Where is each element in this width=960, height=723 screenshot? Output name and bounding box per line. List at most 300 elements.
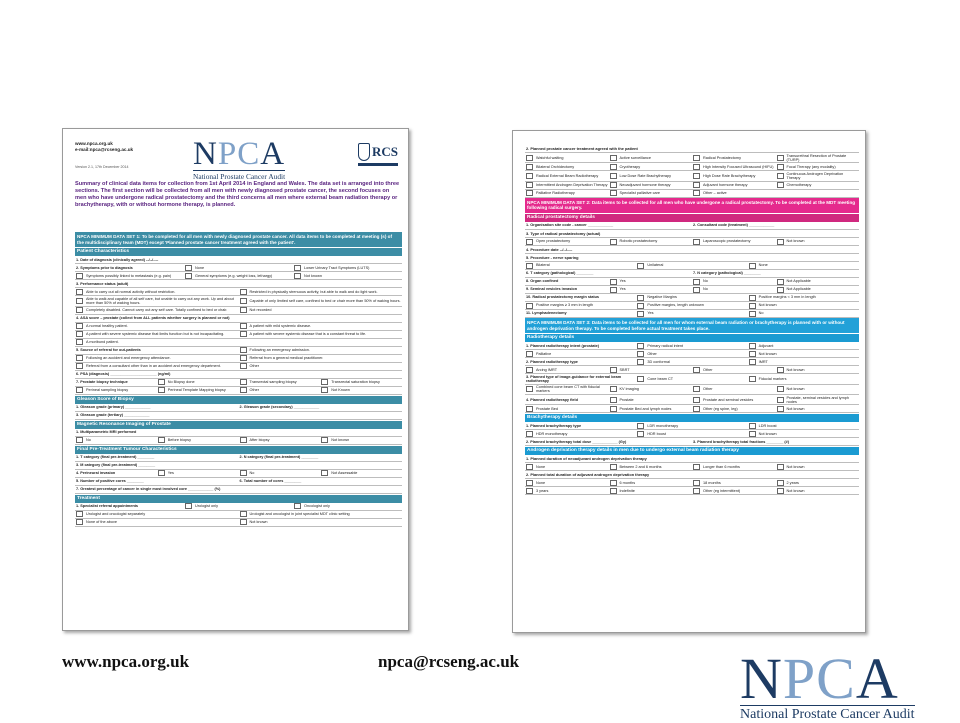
form-option — [776, 278, 860, 285]
checkbox[interactable] — [637, 431, 644, 437]
checkbox[interactable] — [76, 307, 83, 313]
form-option — [75, 363, 239, 370]
checkbox[interactable] — [610, 488, 617, 494]
form-question — [525, 397, 609, 402]
checkbox[interactable] — [526, 173, 533, 179]
form-option — [748, 302, 859, 309]
form-text: Not known — [786, 406, 805, 411]
checkbox[interactable] — [637, 359, 644, 365]
form-text: Perineal sampling biopsy — [86, 387, 129, 392]
form-row — [525, 153, 859, 163]
form-option — [525, 366, 609, 373]
npca-logo-letters-pc: PC — [782, 646, 856, 711]
checkbox[interactable] — [777, 397, 784, 403]
form-option — [75, 288, 239, 295]
checkbox[interactable] — [526, 480, 533, 486]
rcs-logo-bar — [358, 163, 398, 166]
form-option — [320, 437, 402, 444]
checkbox[interactable] — [240, 511, 247, 517]
checkbox[interactable] — [693, 464, 700, 470]
checkbox[interactable] — [76, 519, 83, 525]
form-text: Open prostatectomy — [536, 239, 571, 244]
checkbox[interactable] — [693, 279, 700, 285]
form-question — [75, 478, 239, 483]
checkbox[interactable] — [693, 397, 700, 403]
form-text: 1. Specialist referral appointments — [76, 503, 139, 508]
checkbox[interactable] — [240, 347, 247, 353]
checkbox[interactable] — [158, 437, 165, 443]
npca-logo-letter-n: N — [740, 646, 783, 711]
checkbox[interactable] — [240, 307, 247, 313]
form-text: 8. Organ confined — [526, 279, 559, 284]
form-question — [75, 429, 402, 434]
form-row — [75, 462, 402, 470]
checkbox[interactable] — [777, 182, 784, 188]
form-text: Not Known — [331, 387, 350, 392]
form-text: Combined cone beam CT with fiducial markers — [536, 385, 600, 394]
checkbox[interactable] — [321, 387, 328, 393]
checkbox[interactable] — [185, 503, 192, 509]
form-text: A patient with severe systemic disease that limits function but is not incapacitating. — [86, 331, 225, 336]
form-option — [776, 386, 860, 393]
checkbox[interactable] — [185, 273, 192, 279]
checkbox[interactable] — [610, 406, 617, 412]
form-text: 3 years — [536, 488, 549, 493]
checkbox[interactable] — [749, 343, 756, 349]
form-option — [692, 278, 776, 285]
form-option — [157, 437, 239, 444]
form-option — [609, 154, 693, 161]
form-text: Restricted in physically strenuous activity, but able to walk and do light work. — [249, 289, 378, 294]
checkbox[interactable] — [693, 287, 700, 293]
form-option — [692, 173, 776, 180]
form-text: 6. Total number of cores ________ — [239, 478, 302, 483]
form-option — [75, 387, 157, 394]
checkbox[interactable] — [693, 182, 700, 188]
form-text: Not known — [758, 303, 777, 308]
checkbox[interactable] — [158, 379, 165, 385]
form-text: Fiducial markers — [758, 376, 787, 381]
checkbox[interactable] — [610, 397, 617, 403]
checkbox[interactable] — [749, 423, 756, 429]
form-question — [692, 271, 859, 276]
form-row — [525, 222, 859, 230]
form-text: Symptoms possibly linked to metastasis (e.g. pain) — [86, 273, 172, 278]
dataset-1-band: NPCA MINIMUM DATA SET 1: To be completed for all men with newly diagnosed prostate cancer. All data items to be completed at meeting (s) of the multidisciplinary team (MDT) except 'Planned prostate cancer treatment agreed with the patient'. — [75, 232, 402, 247]
form-row — [525, 163, 859, 171]
checkbox[interactable] — [610, 279, 617, 285]
checkbox[interactable] — [610, 367, 617, 373]
form-text: Watchful waiting — [536, 155, 564, 160]
checkbox[interactable] — [777, 367, 784, 373]
checkbox[interactable] — [240, 289, 247, 295]
form-option — [776, 366, 860, 373]
form-text: 7. Greatest percentage of cancer in single most involved core ____________ (%) — [76, 486, 221, 491]
form-option — [525, 190, 609, 197]
form-row — [75, 387, 402, 395]
checkbox[interactable] — [749, 303, 756, 309]
section-heading: Magnetic Resonance Imaging of Prostate — [75, 421, 402, 429]
form-row — [75, 323, 402, 331]
form-text: 2. Gleason grade (secondary) ____________ — [239, 404, 320, 409]
form-text: None — [536, 464, 546, 469]
checkbox[interactable] — [777, 386, 784, 392]
form-option — [636, 262, 747, 269]
form-question — [75, 470, 157, 475]
form-row — [525, 438, 859, 446]
checkbox[interactable] — [777, 406, 784, 412]
checkbox[interactable] — [76, 323, 83, 329]
checkbox[interactable] — [610, 155, 617, 161]
form-option — [609, 463, 693, 470]
checkbox[interactable] — [76, 511, 83, 517]
form-option — [776, 395, 860, 404]
checkbox[interactable] — [637, 263, 644, 269]
checkbox[interactable] — [240, 519, 247, 525]
checkbox[interactable] — [749, 351, 756, 357]
form-option — [525, 350, 636, 357]
checkbox[interactable] — [637, 423, 644, 429]
form-row — [75, 347, 402, 355]
form-question: 1. Planned duration of neoadjuvant androgen deprivation therapy — [525, 455, 859, 463]
form-question: 2. Planned prostate cancer treatment agreed with the patient — [525, 145, 859, 153]
form-option — [609, 190, 693, 197]
form-question — [239, 478, 403, 483]
checkbox[interactable] — [610, 173, 617, 179]
checkbox[interactable] — [526, 367, 533, 373]
checkbox[interactable] — [240, 470, 247, 476]
form-text: Indefinite — [619, 488, 635, 493]
form-text: 1. Gleason grade (primary) ____________ — [76, 404, 151, 409]
checkbox[interactable] — [777, 464, 784, 470]
footer-website-link[interactable]: www.npca.org.uk — [62, 652, 190, 671]
form-text: 10. Radical prostatectomy margin status — [526, 295, 600, 300]
form-option — [75, 355, 239, 362]
form-option — [184, 503, 293, 510]
form-option — [692, 463, 776, 470]
form-text: Low Dose Rate Brachytherapy — [619, 174, 671, 178]
form-text: Unilateral — [647, 263, 664, 268]
checkbox[interactable] — [240, 387, 247, 393]
form-row — [75, 486, 402, 494]
form-text: None — [758, 263, 768, 268]
form-text: General symptoms (e.g. weight loss, lethargy) — [195, 273, 273, 278]
checkbox[interactable] — [240, 323, 247, 329]
form-question — [75, 486, 402, 491]
checkbox[interactable] — [749, 431, 756, 437]
form-text: Transurethral Resection of Prostate (TURP) — [786, 153, 847, 162]
form-option — [776, 153, 860, 162]
form-option — [293, 272, 402, 279]
form-text: Prostate, seminal vesicles and lymph nodes — [786, 395, 849, 404]
checkbox[interactable] — [637, 295, 644, 301]
checkbox[interactable] — [321, 437, 328, 443]
form-option — [636, 294, 747, 301]
form-text: No — [249, 470, 255, 475]
checkbox[interactable] — [693, 173, 700, 179]
form-text: Not known — [786, 239, 805, 244]
form-option — [75, 511, 239, 518]
checkbox[interactable] — [526, 182, 533, 188]
form-option — [525, 154, 609, 161]
npca-logo-wordmark — [740, 646, 915, 711]
checkbox[interactable] — [76, 363, 83, 369]
form-text: Primary radical intent — [647, 343, 683, 348]
checkbox[interactable] — [526, 351, 533, 357]
checkbox[interactable] — [294, 265, 301, 271]
form-option — [692, 190, 776, 197]
form-text: 3. Planned type of image-guidance for external beam radiotherapy — [526, 374, 622, 383]
form-text: Bilateral Orchidectomy — [536, 164, 575, 169]
checkbox[interactable] — [185, 265, 192, 271]
section-heading: Patient Characteristics — [75, 248, 402, 256]
form-row — [525, 270, 859, 278]
form-row — [75, 511, 402, 519]
checkbox[interactable] — [637, 343, 644, 349]
form-row — [75, 478, 402, 486]
logo-letter-n: N — [193, 136, 218, 172]
checkbox[interactable] — [526, 190, 533, 196]
form-question — [239, 404, 403, 409]
form-text: Not known — [786, 488, 805, 493]
footer-email-link[interactable]: npca@rcseng.ac.uk — [378, 652, 520, 671]
checkbox[interactable] — [693, 488, 700, 494]
form-text: Focal Therapy (any modality) — [786, 164, 836, 169]
form-text: Urologist and oncologist in joint specialist MDT clinic setting — [249, 511, 350, 516]
form-text: Other — [249, 363, 259, 368]
checkbox[interactable] — [693, 480, 700, 486]
checkbox[interactable] — [693, 386, 700, 392]
logo-letter-a: A — [260, 136, 286, 172]
npca-logo-small — [193, 136, 286, 181]
form-option — [239, 511, 403, 518]
form-row — [75, 355, 402, 363]
form-option — [157, 387, 239, 394]
form-row — [75, 307, 402, 315]
form-question — [75, 281, 402, 286]
form-option — [748, 422, 859, 429]
checkbox[interactable] — [777, 488, 784, 494]
form-option — [692, 238, 776, 245]
form-row — [525, 405, 859, 413]
checkbox[interactable] — [158, 387, 165, 393]
form-question — [75, 404, 239, 409]
checkbox[interactable] — [693, 155, 700, 161]
section-heading: Radiotherapy details — [525, 334, 859, 342]
checkbox[interactable] — [610, 287, 617, 293]
checkbox[interactable] — [526, 386, 533, 392]
form-text: Adjuvant — [758, 343, 774, 348]
form-question — [776, 193, 860, 194]
form-question — [75, 257, 402, 262]
checkbox[interactable] — [526, 464, 533, 470]
form-text: Not known — [304, 273, 322, 278]
form-text: Able to carry out all normal activity without restriction. — [86, 289, 176, 294]
checkbox[interactable] — [610, 190, 617, 196]
checkbox[interactable] — [526, 239, 533, 245]
checkbox[interactable] — [526, 406, 533, 412]
form-text: Not known — [249, 519, 268, 524]
form-row — [525, 385, 859, 395]
checkbox[interactable] — [76, 289, 83, 295]
form-text: Positive margins ≥ 3 mm in length — [536, 303, 593, 308]
checkbox[interactable] — [610, 164, 617, 170]
form-option — [776, 182, 860, 189]
form-text: High Intensity Focused Ultrasound (HIFU) — [703, 164, 774, 169]
checkbox[interactable] — [526, 263, 533, 269]
form-text: LDR monotherapy — [647, 423, 679, 428]
form-question — [692, 439, 859, 444]
checkbox[interactable] — [76, 273, 83, 279]
form-option — [609, 182, 693, 189]
checkbox[interactable] — [76, 355, 83, 361]
checkbox[interactable] — [777, 164, 784, 170]
form-row — [75, 264, 402, 272]
checkbox[interactable] — [610, 239, 617, 245]
checkbox[interactable] — [321, 379, 328, 385]
checkbox[interactable] — [526, 303, 533, 309]
form-text: Palliative Radiotherapy — [536, 191, 575, 196]
checkbox[interactable] — [637, 376, 644, 382]
checkbox[interactable] — [749, 263, 756, 269]
checkbox[interactable] — [240, 355, 247, 361]
checkbox[interactable] — [693, 367, 700, 373]
form-row — [525, 286, 859, 294]
form-option — [748, 294, 859, 301]
form-option — [293, 503, 402, 510]
checkbox[interactable] — [610, 480, 617, 486]
form-text: No — [86, 437, 91, 442]
checkbox[interactable] — [240, 363, 247, 369]
rcs-logo-text: RCS — [372, 144, 399, 159]
form-row — [525, 463, 859, 471]
rcs-logo — [358, 142, 398, 170]
checkbox[interactable] — [294, 273, 301, 279]
npca-logo-small-wordmark — [193, 136, 286, 172]
checkbox[interactable] — [76, 298, 83, 304]
checkbox[interactable] — [637, 303, 644, 309]
dataset-band: NPCA MINIMUM DATA SET 2: Data items to be collected for all men who have undergone a radical prostatectomy. To be completed at the MDT meeting following radical surgery. — [525, 198, 859, 213]
form-text: Following an accident and emergency attendance. — [86, 355, 171, 360]
form-question — [75, 454, 239, 459]
section-heading: Androgen deprivation therapy details in men due to undergo external beam radiation therapy — [525, 447, 859, 455]
form-question — [525, 271, 692, 276]
checkbox[interactable] — [240, 379, 247, 385]
checkbox[interactable] — [610, 386, 617, 392]
checkbox[interactable] — [749, 359, 756, 365]
form-text: Bilateral — [536, 263, 550, 268]
checkbox[interactable] — [777, 239, 784, 245]
form-text: Perineal Template Mapping biopsy — [167, 387, 226, 392]
checkbox[interactable] — [693, 239, 700, 245]
form-option — [239, 519, 403, 526]
checkbox[interactable] — [294, 503, 301, 509]
checkbox[interactable] — [777, 155, 784, 161]
checkbox[interactable] — [777, 173, 784, 179]
form-text: 2 years — [786, 480, 799, 485]
form-option — [75, 437, 157, 444]
form-option — [748, 375, 859, 382]
checkbox[interactable] — [158, 470, 165, 476]
checkbox[interactable] — [693, 406, 700, 412]
form-question: 4. Procedure date --/--/---- — [525, 246, 859, 254]
form-text: HDR monotherapy — [536, 431, 568, 436]
form-page-right — [512, 130, 866, 633]
form-text: 1. Planned brachytherapy type — [526, 423, 582, 428]
checkbox[interactable] — [526, 431, 533, 437]
form-option — [525, 405, 609, 412]
checkbox[interactable] — [637, 311, 644, 317]
form-option — [525, 430, 636, 437]
checkbox[interactable] — [637, 351, 644, 357]
form-text: Intermittent Androgen Deprivation Therapy — [536, 183, 608, 188]
form-text: Other — [703, 387, 713, 392]
section-heading: Treatment — [75, 495, 402, 503]
checkbox[interactable] — [76, 339, 83, 345]
form-row — [525, 190, 859, 198]
form-option — [293, 264, 402, 271]
form-option — [636, 358, 747, 365]
checkbox[interactable] — [76, 331, 83, 337]
checkbox[interactable] — [526, 488, 533, 494]
form-text: Not recorded — [249, 307, 272, 312]
checkbox[interactable] — [240, 437, 247, 443]
checkbox[interactable] — [777, 287, 784, 293]
form-text: Not Applicable — [786, 287, 811, 292]
form-text: Not Applicable — [786, 279, 811, 284]
form-option — [75, 519, 239, 526]
checkbox[interactable] — [240, 331, 247, 337]
form-text: 1. Multiparametric MRI performed — [76, 429, 137, 434]
form-text: Laparoscopic prostatectomy — [703, 239, 751, 244]
checkbox[interactable] — [610, 464, 617, 470]
form-text: Following an emergency admission. — [249, 347, 310, 352]
form-question — [75, 503, 184, 508]
checkbox[interactable] — [240, 298, 247, 304]
checkbox[interactable] — [76, 437, 83, 443]
checkbox[interactable] — [610, 182, 617, 188]
form-option — [609, 487, 693, 494]
checkbox[interactable] — [693, 164, 700, 170]
checkbox[interactable] — [526, 164, 533, 170]
form-question — [75, 371, 402, 376]
form-option — [692, 386, 776, 393]
form-text: Transrectal sampling biopsy — [249, 379, 297, 384]
checkbox[interactable] — [76, 387, 83, 393]
form-header-website: www.npca.org.uk — [75, 141, 113, 146]
form-text: None — [195, 265, 205, 270]
checkbox[interactable] — [693, 190, 700, 196]
checkbox[interactable] — [777, 480, 784, 486]
form-row — [75, 272, 402, 280]
form-question — [75, 347, 239, 352]
form-option — [636, 430, 747, 437]
checkbox[interactable] — [321, 470, 328, 476]
form-option — [636, 375, 747, 382]
checkbox[interactable] — [749, 376, 756, 382]
checkbox[interactable] — [749, 311, 756, 317]
checkbox[interactable] — [777, 279, 784, 285]
checkbox[interactable] — [749, 295, 756, 301]
form-text: Other — [703, 367, 713, 372]
checkbox[interactable] — [526, 155, 533, 161]
form-text: Prostate — [619, 397, 634, 402]
form-option — [525, 302, 636, 309]
form-text: Transrectal saturation biopsy — [331, 379, 380, 384]
form-row — [525, 262, 859, 270]
form-text: HDR boost — [647, 431, 666, 436]
form-option — [692, 487, 776, 494]
